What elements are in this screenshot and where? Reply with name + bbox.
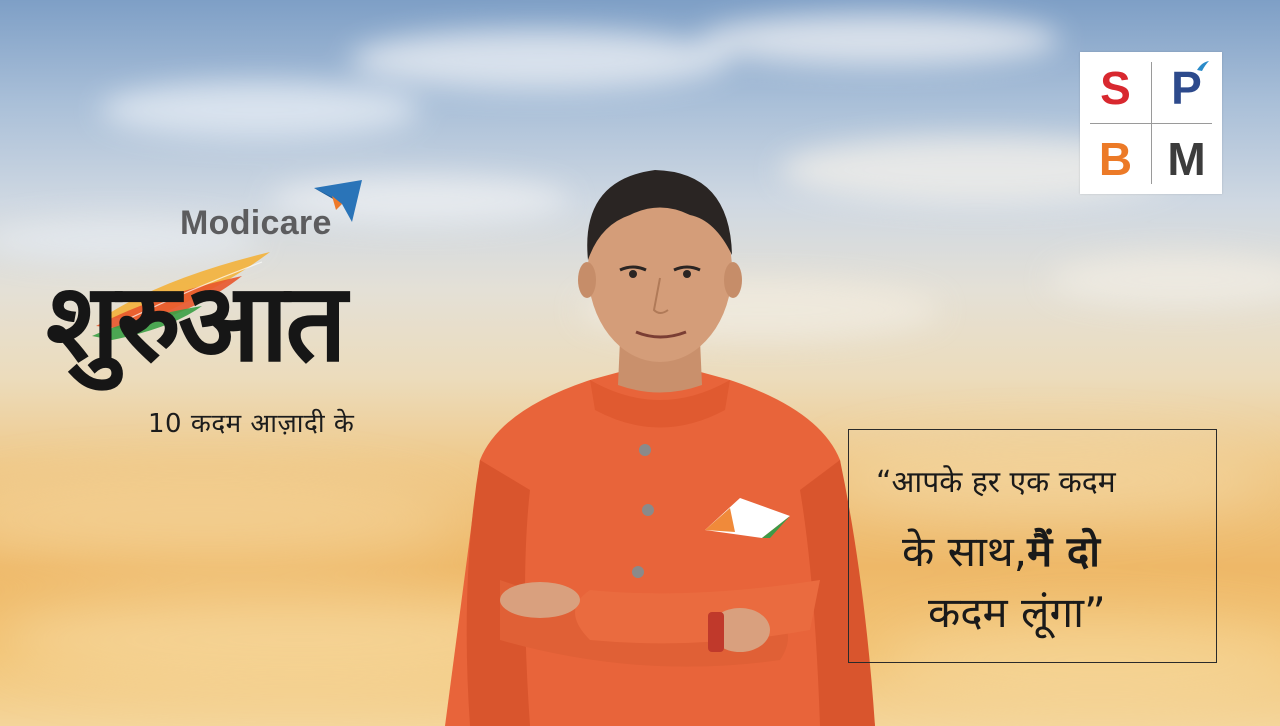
- spbm-divider-horizontal: [1090, 123, 1212, 124]
- campaign-tagline: 10 कदम आज़ादी के: [148, 409, 355, 439]
- quote-line-1: “आपके हर एक कदम: [876, 465, 1116, 500]
- spbm-letter-p: P: [1171, 61, 1202, 114]
- quote-line-2-part-1: के साथ,: [902, 527, 1028, 576]
- campaign-title: शुरुआत: [46, 261, 344, 386]
- spbm-swoosh-icon: [1196, 60, 1210, 72]
- modicare-logo-text: Modicare: [180, 204, 332, 242]
- spbm-letter-m: M: [1167, 132, 1206, 185]
- quote-line-2-part-2: मैं दो: [1027, 527, 1100, 576]
- spbm-letter-b: B: [1098, 132, 1133, 185]
- quote-line-2: [902, 522, 1100, 579]
- person-portrait-icon: [440, 160, 880, 726]
- spbm-logo: [1080, 52, 1222, 194]
- quote-line-3: कदम लूंगा”: [928, 588, 1106, 637]
- spbm-letter-s: S: [1100, 61, 1131, 114]
